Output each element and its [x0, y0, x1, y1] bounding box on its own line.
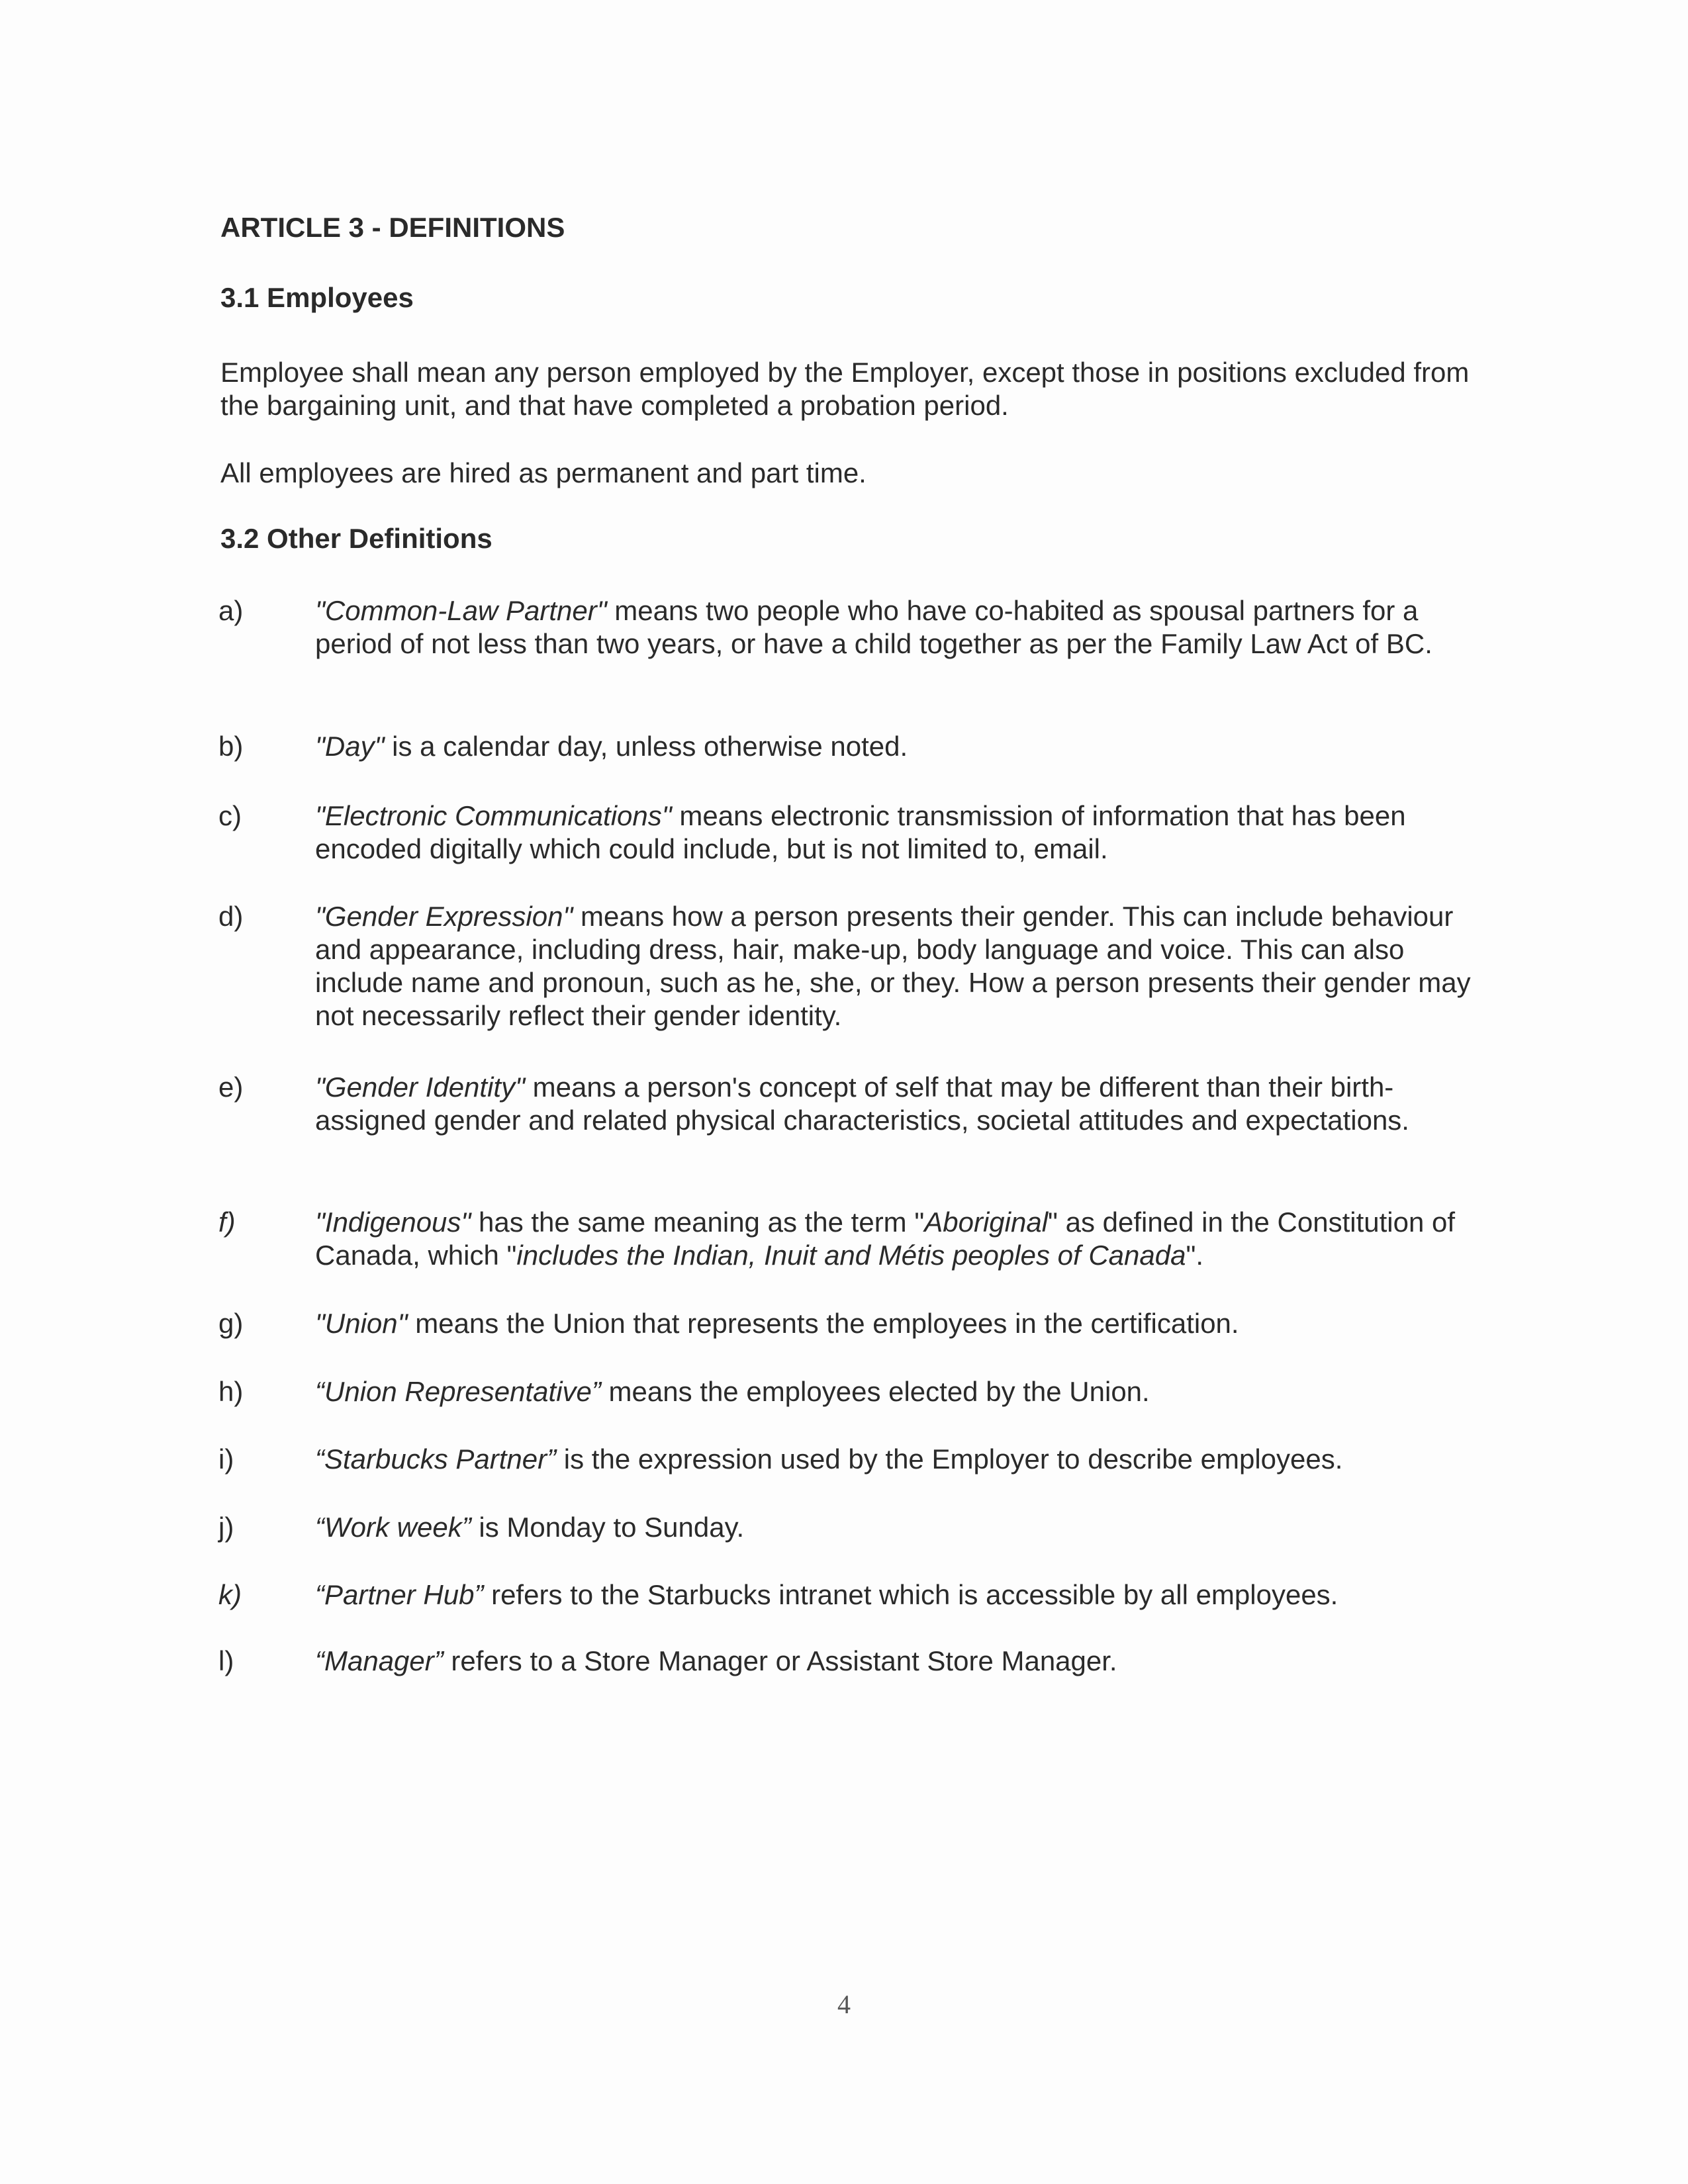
definition-letter: b)	[218, 731, 244, 762]
definition-letter: j)	[218, 1512, 234, 1543]
definition-body	[315, 1206, 1493, 1272]
definition-body	[315, 730, 1493, 763]
definition-letter: f)	[218, 1206, 236, 1238]
definition-text: refers to a Store Manager or Assistant Store Manager.	[443, 1645, 1117, 1676]
definition-body	[315, 1443, 1493, 1476]
section-heading-other-definitions: 3.2 Other Definitions	[220, 523, 492, 554]
section-heading-employees: 3.1 Employees	[220, 282, 414, 313]
definition-body	[315, 1645, 1493, 1678]
definition-text: ".	[1186, 1240, 1204, 1271]
definition-term: “Starbucks Partner”	[315, 1443, 557, 1475]
definition-term: “Work week”	[315, 1512, 471, 1543]
definition-letter: i)	[218, 1443, 234, 1475]
definition-body	[315, 1307, 1493, 1340]
definition-term: “Manager”	[315, 1645, 444, 1676]
definition-quote: includes the Indian, Inuit and Métis peoples of Canada	[516, 1240, 1186, 1271]
definition-letter: e)	[218, 1071, 244, 1103]
article-title: ARTICLE 3 - DEFINITIONS	[220, 212, 565, 243]
definition-term: “Partner Hub”	[315, 1579, 484, 1610]
definition-term-aboriginal: Aboriginal	[924, 1206, 1049, 1238]
definition-body	[315, 1578, 1493, 1612]
definition-text: is Monday to Sunday.	[471, 1512, 745, 1543]
definition-text: means two people who have co-habited as spousal partners for a period of not less than two years, or have a child together as per the Family Law Act of BC.	[315, 595, 1432, 659]
definition-term: "Gender Expression"	[315, 901, 573, 932]
definition-body	[315, 594, 1493, 660]
definition-text: refers to the Starbucks intranet which is accessible by all employees.	[483, 1579, 1338, 1610]
definition-text: means electronic transmission of information that has been encoded digitally which could include, but is not limited to, email.	[315, 800, 1406, 864]
definition-term: "Day"	[315, 731, 385, 762]
definition-term: "Common-Law Partner"	[315, 595, 607, 626]
paragraph-employee-definition: Employee shall mean any person employed by the Employer, except those in positions excluded from the bargaining unit, and that have completed a probation period.	[220, 357, 1470, 421]
definition-term: "Indigenous"	[315, 1206, 471, 1238]
definition-text: " as defined in the Constitution of Canada, which "	[315, 1206, 1456, 1271]
page-number: 4	[837, 1989, 851, 2019]
definition-text: means a person's concept of self that may be different than their birth-assigned gender and related physical characteristics, societal attitudes and expectations.	[315, 1071, 1409, 1136]
definition-body	[315, 1375, 1493, 1408]
definition-term: "Electronic Communications"	[315, 800, 672, 831]
paragraph-employment-type: All employees are hired as permanent and part time.	[220, 457, 867, 488]
definition-text: is the expression used by the Employer to describe employees.	[556, 1443, 1343, 1475]
definition-letter: d)	[218, 901, 244, 932]
definition-letter: k)	[218, 1579, 242, 1610]
definition-term: "Union"	[315, 1308, 408, 1339]
definition-letter: g)	[218, 1308, 244, 1339]
definition-text: means how a person presents their gender. This can include behaviour and appearance, including dress, hair, make-up, body language and voice. This can also include name and pronoun, such as he, she, or they. How a person presents their gender may not necessarily reflect their gender identity.	[315, 901, 1471, 1031]
definition-letter: l)	[218, 1645, 234, 1676]
definition-text: means the employees elected by the Union.	[600, 1376, 1150, 1407]
definition-text: is a calendar day, unless otherwise noted.	[384, 731, 908, 762]
definition-body	[315, 799, 1493, 866]
definition-body	[315, 1511, 1493, 1544]
definition-letter: a)	[218, 595, 244, 626]
definition-body	[315, 1071, 1493, 1137]
definition-letter: h)	[218, 1376, 244, 1407]
definition-text: means the Union that represents the employees in the certification.	[407, 1308, 1239, 1339]
definition-letter: c)	[218, 800, 242, 831]
definition-term: “Union Representative”	[315, 1376, 601, 1407]
definition-text: has the same meaning as the term "	[471, 1206, 925, 1238]
definition-term: "Gender Identity"	[315, 1071, 525, 1103]
definition-body	[315, 900, 1493, 1032]
